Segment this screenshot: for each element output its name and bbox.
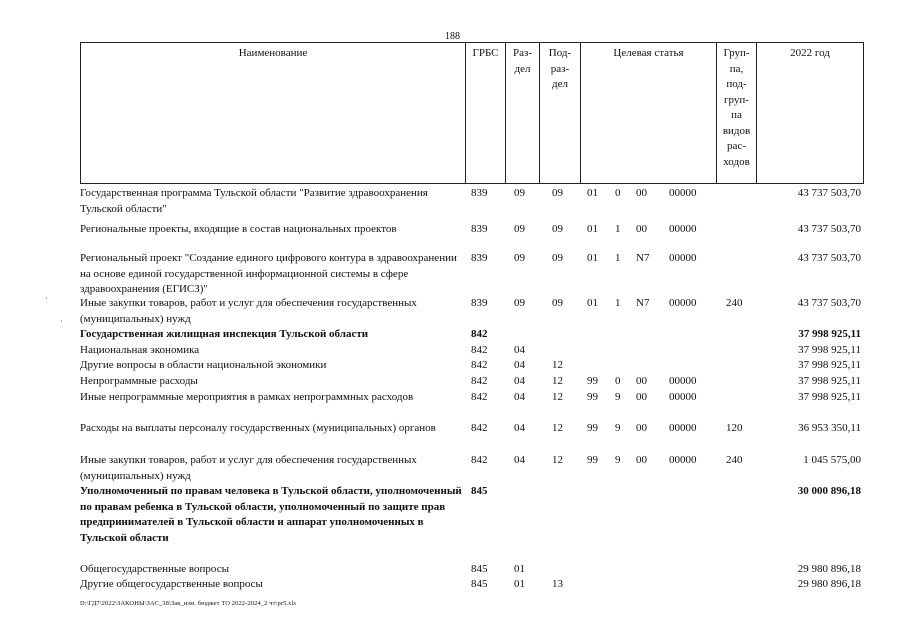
cell-podr: 12	[552, 391, 563, 403]
cell-grbs: 842	[471, 328, 488, 340]
cell-name: Уполномоченный по правам человека в Тульской области, уполномоченный по правам ребенка в Тульской области, уполномоченный по защите прав предпринимателей в Тульской области и аппарат уполномоченных в Тульской области	[80, 485, 462, 544]
cell-razd: 09	[514, 187, 525, 199]
header-name: Наименование	[81, 43, 466, 184]
cell-podr: 12	[552, 422, 563, 434]
cell-razd: 01	[514, 563, 525, 575]
cell-name: Общегосударственные вопросы	[80, 563, 229, 575]
cell-sum: 37 998 925,11	[798, 328, 861, 340]
cell-ts2: 9	[615, 454, 621, 466]
cell-podr: 09	[552, 297, 563, 309]
cell-ts3: 00	[636, 454, 647, 466]
cell-ts3: 00	[636, 375, 647, 387]
page-number: 188	[445, 31, 460, 42]
cell-grbs: 845	[471, 563, 488, 575]
cell-ts4: 00000	[669, 375, 697, 387]
cell-ts2: 0	[615, 375, 621, 387]
cell-razd: 04	[514, 375, 525, 387]
cell-ts3: 00	[636, 223, 647, 235]
cell-name: Национальная экономика	[80, 344, 200, 356]
cell-razd: 04	[514, 391, 525, 403]
cell-name: Иные непрограммные мероприятия в рамках непрограммных расходов	[80, 391, 414, 403]
header-year: 2022 год	[757, 43, 864, 184]
cell-grbs: 842	[471, 391, 488, 403]
cell-ts3: N7	[636, 297, 650, 309]
header-expense-type: Груп- па, под- груп- па видов рас- ходов	[717, 43, 757, 184]
cell-grbs: 842	[471, 359, 488, 371]
cell-podr: 12	[552, 359, 563, 371]
header-target-article: Целевая статья	[581, 43, 717, 184]
cell-grbs: 845	[471, 485, 488, 497]
header-razdel: Раз- дел	[506, 43, 540, 184]
cell-name: Иные закупки товаров, работ и услуг для обеспечения государственных (муниципальных) нужд	[80, 297, 417, 325]
cell-grbs: 842	[471, 375, 488, 387]
cell-ts3: 00	[636, 391, 647, 403]
cell-ts4: 00000	[669, 422, 697, 434]
cell-ts2: 9	[615, 391, 621, 403]
cell-razd: 09	[514, 252, 525, 264]
cell-ts2: 0	[615, 187, 621, 199]
cell-grbs: 839	[471, 252, 488, 264]
cell-ts4: 00000	[669, 297, 697, 309]
cell-grbs: 839	[471, 223, 488, 235]
cell-razd: 04	[514, 344, 525, 356]
cell-podr: 12	[552, 375, 563, 387]
cell-name: Расходы на выплаты персоналу государственных (муниципальных) органов	[80, 422, 436, 434]
cell-razd: 01	[514, 578, 525, 590]
cell-sum: 43 737 503,70	[797, 187, 861, 199]
cell-sum: 43 737 503,70	[797, 252, 861, 264]
cell-grbs: 839	[471, 297, 488, 309]
cell-razd: 04	[514, 454, 525, 466]
cell-vr: 240	[726, 454, 743, 466]
cell-ts2: 9	[615, 422, 621, 434]
cell-ts3: N7	[636, 252, 650, 264]
cell-grbs: 845	[471, 578, 488, 590]
cell-ts1: 99	[587, 422, 598, 434]
cell-sum: 37 998 925,11	[798, 344, 861, 356]
cell-ts2: 1	[615, 297, 621, 309]
cell-ts4: 00000	[669, 223, 697, 235]
cell-vr: 120	[726, 422, 743, 434]
header-podrazdel: Под- раз- дел	[540, 43, 581, 184]
cell-razd: 09	[514, 297, 525, 309]
cell-ts2: 1	[615, 252, 621, 264]
margin-mark: ·	[45, 293, 48, 303]
cell-razd: 09	[514, 223, 525, 235]
cell-sum: 30 000 896,18	[797, 485, 861, 497]
cell-razd: 04	[514, 359, 525, 371]
cell-sum: 36 953 350,11	[798, 422, 861, 434]
cell-grbs: 842	[471, 422, 488, 434]
cell-ts1: 01	[587, 252, 598, 264]
cell-name: Региональный проект "Создание единого цифрового контура в здравоохранении на основе единой государственной информационной системы в сфере здравоохранения (ЕГИСЗ)"	[80, 252, 457, 295]
cell-ts4: 00000	[669, 187, 697, 199]
cell-ts1: 01	[587, 223, 598, 235]
cell-podr: 09	[552, 187, 563, 199]
cell-sum: 37 998 925,11	[798, 391, 861, 403]
cell-ts4: 00000	[669, 391, 697, 403]
cell-name: Региональные проекты, входящие в состав национальных проектов	[80, 223, 397, 235]
cell-name: Другие вопросы в области национальной экономики	[80, 359, 327, 371]
cell-podr: 09	[552, 252, 563, 264]
file-path-footer: D:\ГД7\2022\ЗАКОНЫ\ЗАС_38\Зак_изм. бюджет ТО 2022-2024_2 чт\pr5.xls	[80, 600, 297, 607]
cell-name: Непрограммные расходы	[80, 375, 198, 387]
cell-name: Государственная программа Тульской области "Развитие здравоохранения Тульской области"	[80, 187, 428, 215]
cell-podr: 12	[552, 454, 563, 466]
cell-grbs: 842	[471, 344, 488, 356]
cell-grbs: 839	[471, 187, 488, 199]
cell-sum: 43 737 503,70	[797, 297, 861, 309]
cell-ts2: 1	[615, 223, 621, 235]
cell-podr: 09	[552, 223, 563, 235]
cell-ts1: 99	[587, 375, 598, 387]
cell-sum: 43 737 503,70	[797, 223, 861, 235]
cell-vr: 240	[726, 297, 743, 309]
cell-podr: 13	[552, 578, 563, 590]
cell-sum: 1 045 575,00	[803, 454, 861, 466]
cell-ts1: 99	[587, 454, 598, 466]
cell-ts3: 00	[636, 187, 647, 199]
cell-sum: 37 998 925,11	[798, 359, 861, 371]
cell-ts3: 00	[636, 422, 647, 434]
cell-ts1: 01	[587, 187, 598, 199]
cell-sum: 29 980 896,18	[797, 578, 861, 590]
table-header	[80, 42, 864, 184]
cell-grbs: 842	[471, 454, 488, 466]
cell-ts4: 00000	[669, 454, 697, 466]
cell-sum: 37 998 925,11	[798, 375, 861, 387]
cell-name: Другие общегосударственные вопросы	[80, 578, 263, 590]
cell-ts4: 00000	[669, 252, 697, 264]
cell-ts1: 99	[587, 391, 598, 403]
margin-mark: ·	[60, 316, 63, 326]
cell-name: Государственная жилищная инспекция Тульской области	[80, 328, 369, 340]
header-grbs: ГРБС	[466, 43, 506, 184]
cell-sum: 29 980 896,18	[797, 563, 861, 575]
cell-razd: 04	[514, 422, 525, 434]
cell-ts1: 01	[587, 297, 598, 309]
cell-name: Иные закупки товаров, работ и услуг для обеспечения государственных (муниципальных) нужд	[80, 454, 417, 482]
